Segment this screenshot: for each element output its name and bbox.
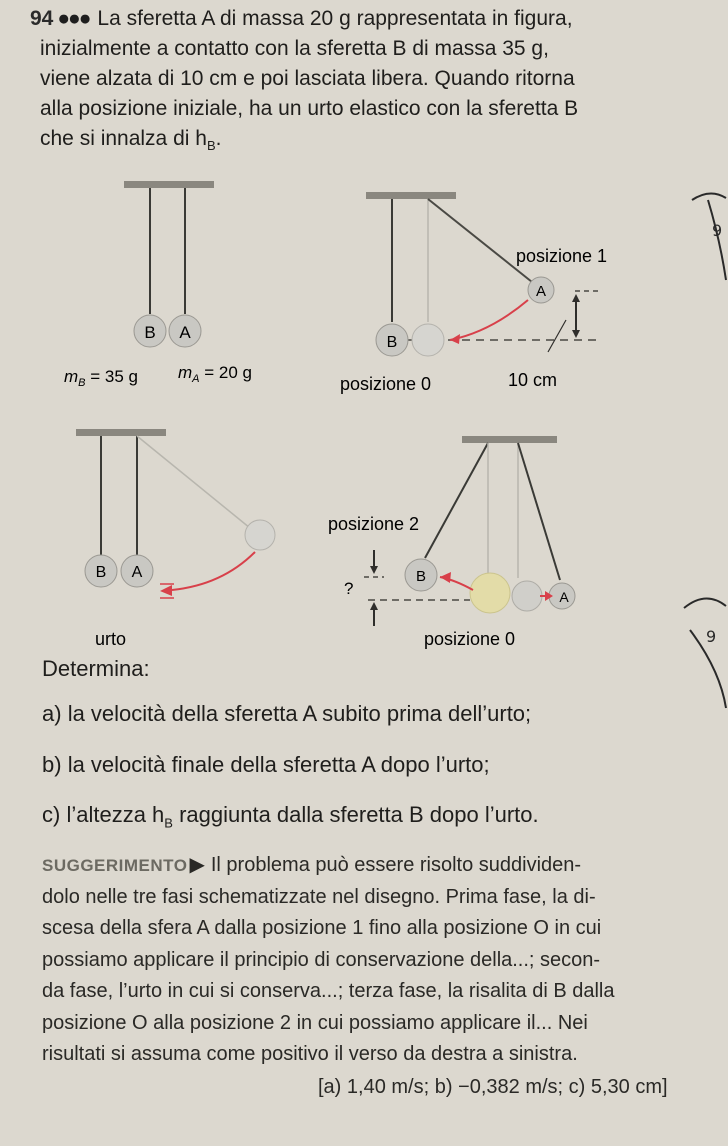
hint-arrow-icon: ▶ bbox=[189, 854, 205, 876]
hint-line-2: dolo nelle tre fasi schematizzate nel disegno. Prima fase, la di- bbox=[42, 885, 596, 908]
fig2-height-leader bbox=[548, 320, 566, 352]
fig3-motion-arrow bbox=[172, 552, 255, 590]
fig3-ball-a-ghost bbox=[245, 520, 275, 550]
hint-line-1: Il problema può essere risolto suddividen- bbox=[210, 854, 582, 876]
svg-text:9: 9 bbox=[706, 627, 717, 646]
determina-heading: Determina: bbox=[42, 656, 150, 681]
fig1-support-bar bbox=[124, 181, 214, 188]
fig4-label-b: B bbox=[415, 568, 427, 585]
hint-box bbox=[42, 850, 692, 1071]
fig2-position-1: posizione 1 bbox=[516, 246, 608, 266]
fig3-support-bar bbox=[76, 429, 166, 436]
statement-line-4: alla posizione iniziale, ha un urto elastico con la sferetta B bbox=[40, 97, 579, 120]
hint-line-6: posizione O alla posizione 2 in cui possiamo applicare il... Nei bbox=[42, 1011, 588, 1034]
question-c-text: l’altezza h bbox=[66, 802, 165, 827]
fig2-label-a: A bbox=[535, 283, 547, 300]
fig2-position-0: posizione 0 bbox=[340, 374, 432, 394]
fig4-string-a bbox=[518, 443, 560, 580]
fig4-position-2: posizione 2 bbox=[328, 514, 420, 534]
fig4-support-bar bbox=[462, 436, 557, 443]
fig3-label-b: B bbox=[95, 564, 107, 581]
fig2-support-bar bbox=[366, 192, 456, 199]
answers: [a) 1,40 m/s; b) −0,382 m/s; c) 5,30 cm] bbox=[318, 1076, 668, 1098]
figure-2 bbox=[340, 192, 607, 394]
fig4-label-a: A bbox=[559, 589, 569, 605]
fig3-label-a: A bbox=[131, 564, 143, 581]
fig4-arrow-up bbox=[370, 602, 378, 610]
fig1-label-a: A bbox=[179, 323, 191, 342]
hint-line-3: scesa della sfera A dalla posizione 1 fino alla posizione O in cui bbox=[42, 917, 602, 939]
fig2-height-arrow-up bbox=[572, 294, 580, 302]
fig4-ball-a-ghost bbox=[512, 581, 542, 611]
fig2-ball-a-ghost bbox=[412, 324, 444, 356]
question-c bbox=[42, 802, 539, 830]
fig2-height-label: 10 cm bbox=[508, 370, 558, 390]
fig4-question-mark: ? bbox=[344, 579, 354, 598]
figure-1 bbox=[64, 181, 252, 389]
fig2-motion-arrow bbox=[450, 300, 528, 340]
pen-scribble-top bbox=[690, 180, 728, 290]
fig3-string-a-ghost bbox=[137, 436, 250, 528]
fig3-arrowhead bbox=[160, 585, 172, 596]
figure-4 bbox=[328, 436, 575, 649]
fig4-arrowhead-b bbox=[440, 572, 451, 583]
question-a-letter: a) bbox=[42, 701, 62, 726]
question-c-subscript: B bbox=[164, 815, 173, 831]
fig4-ball-b-ghost bbox=[470, 573, 510, 613]
pen-scribble-bottom bbox=[680, 590, 728, 710]
hint-label: SUGGERIMENTO bbox=[42, 856, 188, 875]
statement-line-3: viene alzata di 10 cm e poi lasciata libera. Quando ritorna bbox=[40, 67, 575, 90]
fig4-position-0: posizione 0 bbox=[424, 629, 516, 649]
question-a-text: la velocità della sferetta A subito prima dell’urto; bbox=[67, 701, 532, 726]
question-a bbox=[42, 701, 531, 727]
statement-end: . bbox=[215, 127, 222, 150]
fig2-height-arrow-down bbox=[572, 330, 580, 338]
fig3-caption: urto bbox=[95, 629, 127, 649]
question-b bbox=[42, 752, 490, 778]
difficulty-dots: ●●● bbox=[57, 7, 90, 30]
fig2-label-b: B bbox=[386, 334, 398, 351]
question-c-letter: c) bbox=[42, 802, 61, 827]
hint-line-7: risultati si assuma come positivo il verso da destra a sinistra. bbox=[42, 1043, 578, 1065]
figure-3 bbox=[76, 429, 275, 649]
statement-subscript: B bbox=[206, 138, 216, 154]
fig2-string-a-raised bbox=[428, 199, 532, 282]
hint-line-5: da fase, l’urto in cui si conserva...; terza fase, la risalita di B dalla bbox=[42, 980, 615, 1002]
question-c-text-end: raggiunta dalla sferetta B dopo l’urto. bbox=[172, 802, 539, 827]
statement-line-1: La sferetta A di massa 20 g rappresentata in figura, bbox=[97, 7, 573, 30]
fig4-string-b bbox=[425, 443, 488, 558]
question-b-text: la velocità finale della sferetta A dopo l’urto; bbox=[67, 752, 490, 777]
question-b-letter: b) bbox=[42, 752, 62, 777]
fig1-mass-a: $m_A = 20$ g bbox=[178, 363, 252, 385]
fig1-label-b: B bbox=[144, 323, 156, 342]
hint-line-4: possiamo applicare il principio di conservazione della...; secon- bbox=[42, 948, 601, 971]
fig1-mass-b: $m_B = 35$ g bbox=[64, 367, 138, 389]
fig4-arrow-down bbox=[370, 566, 378, 574]
svg-text:9: 9 bbox=[712, 221, 723, 240]
problem-number: 94 bbox=[30, 7, 54, 30]
statement-line-2: inizialmente a contatto con la sferetta B di massa 35 g, bbox=[40, 37, 549, 60]
statement-line-5: che si innalza di h bbox=[40, 127, 207, 150]
